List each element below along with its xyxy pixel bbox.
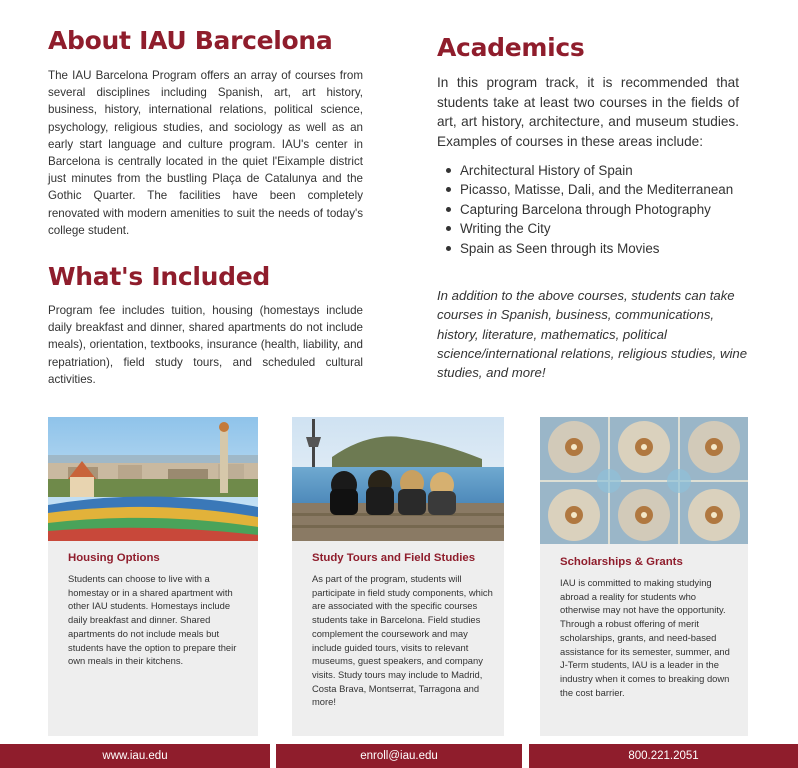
email-link[interactable]: enroll@iau.edu	[276, 744, 522, 768]
park-guell-image	[48, 417, 258, 541]
sagrada-familia-ceiling-image	[540, 417, 748, 544]
waterfront-photo	[292, 417, 504, 541]
academics-title: Academics	[437, 33, 585, 62]
sagrada-familia-ceiling-photo	[540, 417, 748, 544]
park-guell-photo	[48, 417, 258, 541]
included-text: Program fee includes tuition, housing (homestays include daily breakfast and dinner, shared apartments do not include meals), orientation, textbooks, insurance (health, liability, and repatriation), field study tours, and scheduled cultural activities.	[48, 304, 363, 386]
phone-link[interactable]: 800.221.2051	[529, 744, 798, 768]
website-link[interactable]: www.iau.edu	[0, 744, 270, 768]
about-text: The IAU Barcelona Program offers an array of courses from several disciplines including Spanish, art, art history, business, history, international relations, political science, psychology, religious studies, and sociology as well as an early start language and culture program. IAU's center in Barcelona is centrally located in the quiet l'Eixample district just minutes from the bustling Plaça de Catalunya and the Gothic Quarter. The facilities have been completely renovated with modern amenities to suit the needs of today's college student.	[48, 69, 363, 237]
list-item: Writing the City	[446, 219, 733, 238]
list-item: Architectural History of Spain	[446, 161, 733, 180]
scholarships-title: Scholarships & Grants	[560, 556, 683, 568]
additional-courses-text: In addition to the above courses, students can take courses in Spanish, business, communications, history, literature, mathematics, political science/international relations, religious studies, wine studies, and more!	[437, 288, 748, 381]
list-item: Picasso, Matisse, Dali, and the Mediterranean	[446, 180, 733, 199]
included-title: What's Included	[48, 262, 270, 291]
waterfront-image	[292, 417, 504, 541]
scholarships-text: IAU is committed to making studying abroad a reality for students who otherwise may not have the opportunity. Through a robust offering of merit scholarships, grants, and need-based assistance for its semester, summer, and J-Term students, IAU is a leader in the industry when it comes to breaking down the cost barrier.	[560, 577, 730, 698]
study-tours-text: As part of the program, students will participate in field study components, which are associated with the specific courses students take in Barcelona. Field studies complement the coursework and may include guided tours, visits to relevant museums, guest speakers, and company visits. Study tours may include to Madrid, Costa Brava, Montserrat, Tarragona and more!	[312, 573, 493, 708]
list-item: Capturing Barcelona through Photography	[446, 200, 733, 219]
study-tours-title: Study Tours and Field Studies	[312, 552, 476, 564]
list-item: Spain as Seen through its Movies	[446, 239, 733, 258]
housing-title: Housing Options	[68, 552, 160, 564]
housing-text: Students can choose to live with a homestay or in a shared apartment with other IAU students. Homestays include daily breakfast and dinner. Shared apartments do not include meals but students have the option to prepare their own meals in their kitchens.	[68, 573, 237, 667]
course-list	[446, 161, 733, 258]
academics-intro: In this program track, it is recommended that students take at least two courses in the fields of art, art history, architecture, and museum studies. Examples of courses in these areas include:	[437, 75, 739, 149]
about-title: About IAU Barcelona	[48, 26, 333, 55]
